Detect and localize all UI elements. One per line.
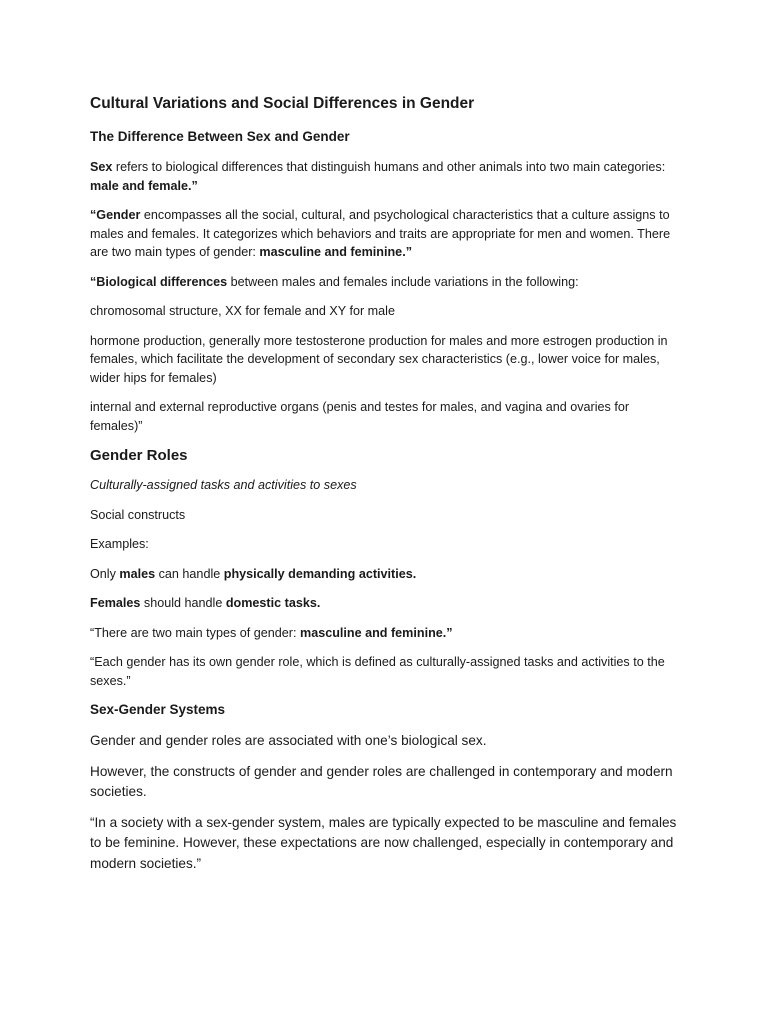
paragraph-examples-label: Examples: xyxy=(90,537,149,551)
document-title: Cultural Variations and Social Differences in Gender xyxy=(90,95,475,112)
paragraph-gender-roles-definition: Culturally-assigned tasks and activities to sexes xyxy=(90,478,357,492)
section-heading-gender-roles: Gender Roles xyxy=(90,447,188,464)
section-heading-sex-gender-systems: Sex-Gender Systems xyxy=(90,702,226,717)
paragraph-example-females: Females should handle domestic tasks. xyxy=(90,596,321,610)
paragraph-associated-sex: Gender and gender roles are associated with one’s biological sex. xyxy=(90,733,487,748)
paragraph-sex-definition: Sex refers to biological differences that distinguish humans and other animals into two main categories: male and female.” xyxy=(90,160,666,193)
paragraph-sex-gender-system-quote: “In a society with a sex-gender system, males are typically expected to be masculine and females to be feminine. However, these expectations are now challenged, especially in contemporary and modern societies.” xyxy=(90,814,677,871)
paragraph-organs: internal and external reproductive organs (penis and testes for males, and vagina and ovaries for females)” xyxy=(90,400,630,433)
paragraph-gender-definition: “Gender encompasses all the social, cultural, and psychological characteristics that a culture assigns to males and females. It categorizes which behaviors and traits are appropriate for men and women. There are two main types of gender: masculine and feminine.” xyxy=(90,208,671,259)
paragraph-biological-differences: “Biological differences between males and females include variations in the following: xyxy=(90,274,579,289)
paragraph-constructs-challenged: However, the constructs of gender and gender roles are challenged in contemporary and modern societies. xyxy=(90,763,673,799)
paragraph-chromosomal: chromosomal structure, XX for female and XY for male xyxy=(90,304,395,318)
paragraph-example-males: Only males can handle physically demanding activities. xyxy=(90,566,417,581)
paragraph-social-constructs: Social constructs xyxy=(90,507,186,522)
paragraph-two-types-gender: “There are two main types of gender: masculine and feminine.” xyxy=(90,625,453,640)
paragraph-gender-role-quote: “Each gender has its own gender role, which is defined as culturally-assigned tasks and activities to the sexes.” xyxy=(90,655,665,688)
section-heading-sex-gender: The Difference Between Sex and Gender xyxy=(90,129,350,144)
paragraph-hormone: hormone production, generally more testosterone production for males and more estrogen production in females, which facilitate the development of secondary sex characteristics (e.g., lower voice for males, wider hips for females) xyxy=(90,333,668,385)
